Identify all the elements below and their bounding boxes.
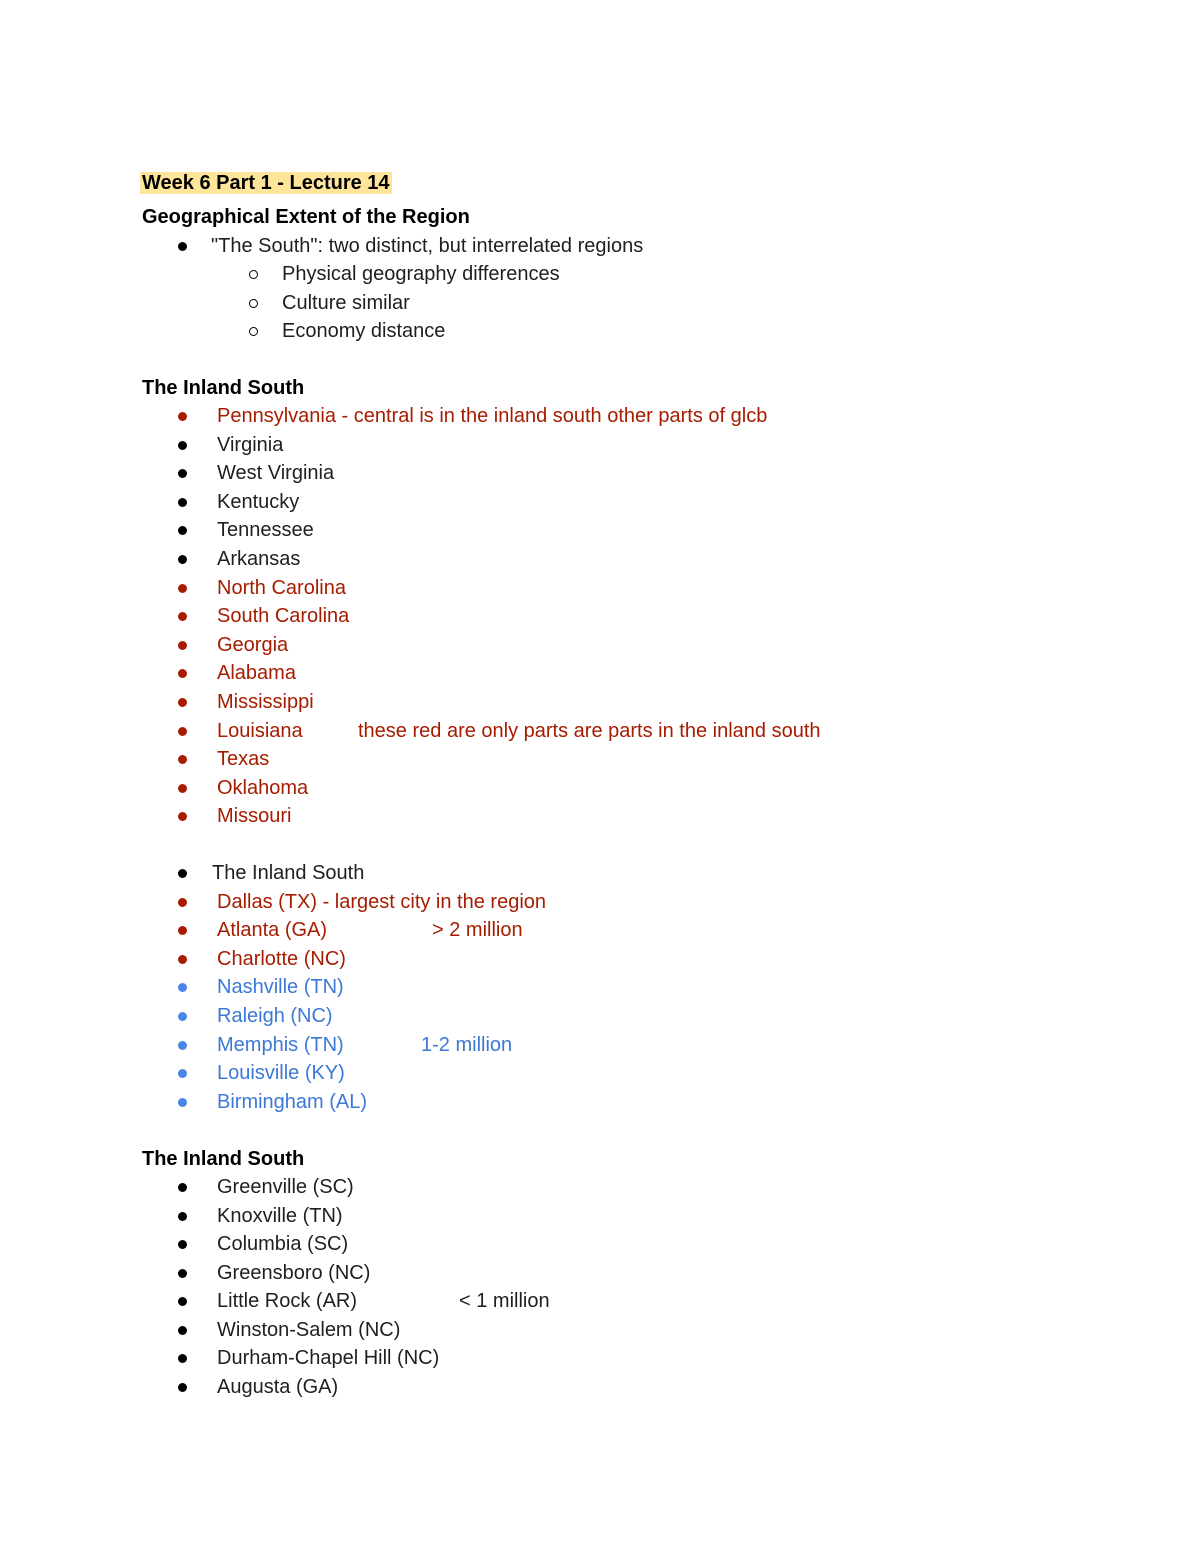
bullet-icon (178, 441, 187, 450)
list-item-text: Virginia (217, 433, 284, 456)
list-item (0, 859, 1200, 887)
bullet-icon (178, 812, 187, 821)
list-item-note: < 1 million (459, 1290, 550, 1312)
bullet-icon (178, 869, 187, 878)
list-item-text: Knoxville (TN) (217, 1204, 343, 1227)
hollow-bullet-icon (249, 327, 258, 336)
list-item-text: Oklahoma (217, 776, 309, 799)
bullet-icon (178, 1269, 187, 1278)
bullet-icon (178, 641, 187, 650)
list-item-text: Birmingham (AL) (217, 1090, 368, 1113)
list-item-text: Atlanta (GA) (217, 919, 328, 942)
bullet-icon (178, 555, 187, 564)
bullet-icon (178, 727, 187, 736)
bullet-icon (178, 498, 187, 507)
list-item-note: > 2 million (432, 919, 523, 942)
list-item-text: Memphis (TN) (217, 1033, 344, 1056)
list-item-text: North Carolina (217, 576, 346, 599)
list-item (0, 545, 1200, 573)
list-item (0, 1002, 1200, 1030)
bullet-icon (178, 242, 187, 251)
bullet-icon (178, 1183, 187, 1192)
list-item (0, 973, 1200, 1001)
list-item-text: Augusta (GA) (217, 1375, 339, 1398)
list-item (0, 1230, 1200, 1258)
list-item (0, 602, 1200, 630)
list-item (0, 574, 1200, 602)
list-item-text: Raleigh (NC) (217, 1005, 333, 1027)
list-item-text: Little Rock (AR) (217, 1290, 358, 1312)
bullet-icon (178, 1012, 187, 1021)
list-item-text: South Carolina (217, 605, 350, 628)
list-item (0, 431, 1200, 459)
list-item (0, 745, 1200, 773)
list-item-text: Durham-Chapel Hill (NC) (217, 1347, 440, 1369)
list-item (0, 232, 1200, 260)
list-item-text: Missouri (217, 805, 292, 828)
bullet-icon (178, 1098, 187, 1107)
list-item-text: West Virginia (217, 462, 335, 485)
list-item-text: Texas (217, 748, 270, 771)
bullet-icon (178, 1383, 187, 1392)
bullet-icon (178, 898, 187, 907)
sub-list-item (0, 260, 1200, 288)
list-item-note: these red are only parts are parts in the inland south (358, 719, 821, 742)
list-item (0, 1373, 1200, 1401)
sub-list-item-text: Culture similar (282, 292, 410, 314)
list-item-text: Nashville (TN) (217, 976, 344, 999)
bullet-icon (178, 412, 187, 421)
hollow-bullet-icon (249, 270, 258, 279)
list-item-text: Mississippi (217, 691, 314, 713)
list-item-text: Pennsylvania - central is in the inland south other parts of glcb (217, 405, 768, 427)
bullet-icon (178, 1240, 187, 1249)
sub-list-item-text: Physical geography differences (282, 263, 560, 285)
list-item-text: Columbia (SC) (217, 1233, 349, 1255)
list-item-text: Dallas (TX) - largest city in the region (217, 890, 547, 913)
list-item (0, 1031, 1200, 1059)
list-item-text: Georgia (217, 633, 289, 656)
list-item-text: "The South": two distinct, but interrelated regions (211, 235, 644, 257)
list-item (0, 659, 1200, 687)
list-item (0, 402, 1200, 430)
bullet-icon (178, 1354, 187, 1363)
bullet-icon (178, 1041, 187, 1050)
list-item (0, 1088, 1200, 1116)
list-item-text: Winston-Salem (NC) (217, 1318, 401, 1341)
bullet-icon (178, 612, 187, 621)
list-item (0, 717, 1200, 745)
bullet-icon (178, 469, 187, 478)
bullet-icon (178, 983, 187, 992)
sub-list-item (0, 317, 1200, 345)
bullet-icon (178, 584, 187, 593)
list-item (0, 1259, 1200, 1287)
section-heading-geographical-extent: Geographical Extent of the Region (142, 206, 470, 228)
bullet-icon (178, 955, 187, 964)
sub-list-item-text: Economy distance (282, 320, 446, 342)
list-item (0, 1173, 1200, 1201)
section-heading-inland-south: The Inland South (142, 377, 305, 399)
list-item (0, 688, 1200, 716)
list-item (0, 631, 1200, 659)
bullet-icon (178, 1069, 187, 1078)
list-item-text: Arkansas (217, 548, 301, 570)
list-item (0, 459, 1200, 487)
bullet-icon (178, 526, 187, 535)
bullet-icon (178, 1326, 187, 1335)
list-item-text: Louisiana (217, 719, 303, 742)
hollow-bullet-icon (249, 299, 258, 308)
list-item-text: Kentucky (217, 490, 300, 513)
list-item (0, 488, 1200, 516)
bullet-icon (178, 669, 187, 678)
list-item (0, 802, 1200, 830)
list-item (0, 1202, 1200, 1230)
list-item (0, 774, 1200, 802)
list-item (0, 888, 1200, 916)
list-item-text: Alabama (217, 662, 296, 685)
list-item-note: 1-2 million (421, 1033, 513, 1056)
list-item-text: The Inland South (212, 862, 365, 884)
list-item (0, 1287, 1200, 1315)
page-title (140, 169, 392, 197)
sub-list-item (0, 289, 1200, 317)
section-heading-inland-south-small-cities: The Inland South (142, 1148, 305, 1170)
list-item (0, 1344, 1200, 1372)
bullet-icon (178, 1212, 187, 1221)
bullet-icon (178, 784, 187, 793)
list-item (0, 516, 1200, 544)
list-item (0, 1059, 1200, 1087)
bullet-icon (178, 1297, 187, 1306)
bullet-icon (178, 755, 187, 764)
title-highlight: Week 6 Part 1 - Lecture 14 (142, 172, 390, 194)
list-item (0, 916, 1200, 944)
bullet-icon (178, 698, 187, 707)
bullet-icon (178, 926, 187, 935)
list-item-text: Tennessee (217, 519, 314, 542)
list-item-text: Greensboro (NC) (217, 1261, 371, 1284)
list-item-text: Greenville (SC) (217, 1176, 354, 1198)
list-item-text: Louisville (KY) (217, 1062, 345, 1085)
list-item-text: Charlotte (NC) (217, 947, 346, 970)
list-item (0, 1316, 1200, 1344)
list-item (0, 945, 1200, 973)
